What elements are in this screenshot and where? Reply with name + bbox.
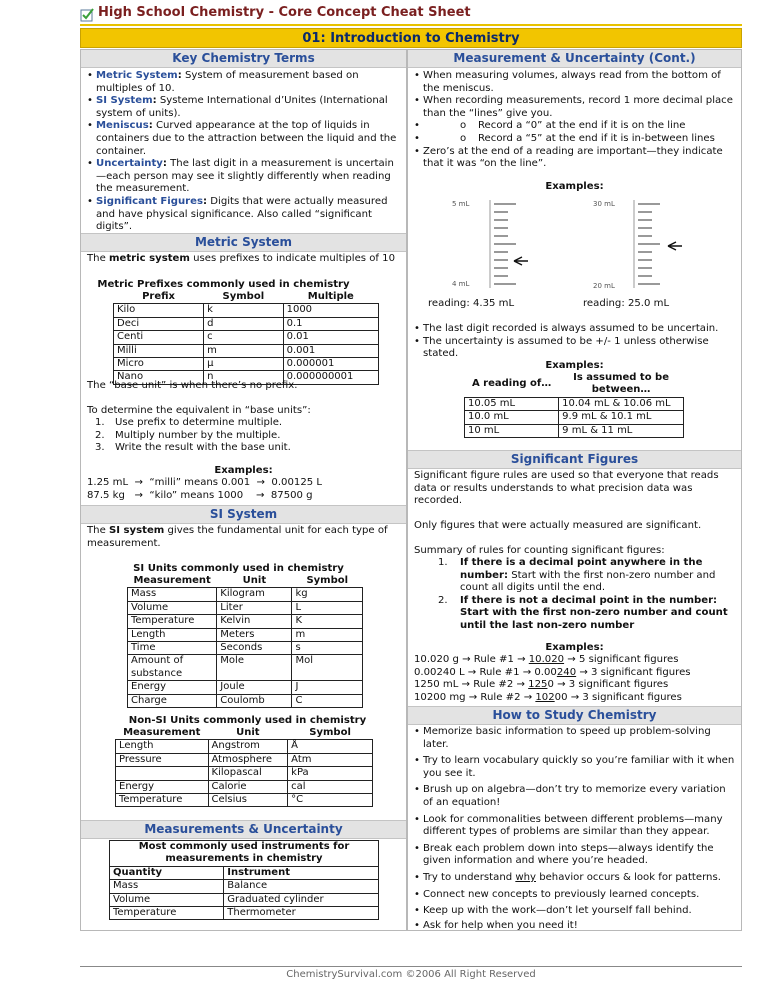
list-item: • The last digit recorded is always assumed to be uncertain. xyxy=(414,323,737,336)
key-term-item: • Metric System: System of measurement based on multiples of 10. xyxy=(87,70,400,95)
table-row xyxy=(128,615,363,628)
checklist-icon xyxy=(80,8,95,22)
arrow-icon xyxy=(514,257,528,265)
section-head-key-terms: Key Chemistry Terms xyxy=(81,50,406,68)
list-item: • o Record a “0” at the end if it is on the line xyxy=(414,120,737,133)
table-cell: c xyxy=(204,331,284,344)
section-head-measurements: Measurements & Uncertainty xyxy=(81,820,406,839)
table-cell: k xyxy=(204,304,284,317)
right-column xyxy=(407,49,742,931)
table-header: Symbol xyxy=(309,727,351,738)
table-cell: Å xyxy=(288,740,373,753)
table-cell: Milli xyxy=(114,344,204,357)
table-cell: 1000 xyxy=(283,304,378,317)
table-cell: C xyxy=(292,694,363,707)
table-cell: Calorie xyxy=(208,780,288,793)
table-cell: Time xyxy=(128,642,217,655)
list-item: 2. If there is not a decimal point in the number: Start with the first non-zero number and count until the last non-zero number xyxy=(438,594,728,631)
list-item: 1. If there is a decimal point anywhere in the number: Start with the first non-zero number and count all digits until the end. xyxy=(438,557,716,594)
list-item: • Try to understand why behavior occurs & look for patterns. xyxy=(414,872,737,885)
table-cell: Atmosphere xyxy=(208,753,288,766)
document-title: High School Chemistry - Core Concept Cheat Sheet xyxy=(98,5,471,20)
si-table-title: SI Units commonly used in chemistry xyxy=(133,563,344,574)
table-row xyxy=(116,780,373,793)
cylinder1-top-label: 5 mL xyxy=(452,200,470,208)
title-rule xyxy=(80,24,742,26)
table-header: Symbol xyxy=(306,575,349,586)
table-cell: 0.001 xyxy=(283,344,378,357)
table-cell: Coulomb xyxy=(217,694,292,707)
equiv-steps xyxy=(87,417,400,455)
list-item: 2. Multiply number by the multiple. xyxy=(95,429,281,441)
list-item: • Try to learn vocabulary quickly so you’re familiar with it when you see it. xyxy=(414,755,737,780)
metric-examples-label: Examples: xyxy=(214,465,273,476)
si-intro: The SI system gives the fundamental unit for each type of measurement. xyxy=(87,525,388,549)
key-terms-list xyxy=(87,70,400,234)
example-line: 10.020 g → Rule #1 → 10.020 → 5 significant figures xyxy=(414,654,679,665)
example-line: 1.25 mL → “milli” means 0.001 → 0.00125 L xyxy=(87,477,323,488)
table-cell: s xyxy=(292,642,363,655)
table-cell: n xyxy=(204,371,284,384)
table-row xyxy=(465,397,684,410)
table-cell xyxy=(116,767,209,780)
sigfig-examples-label: Examples: xyxy=(545,642,604,653)
section-head-metric: Metric System xyxy=(81,233,406,252)
sigfig-p1: Significant figure rules are used so that everyone that reads data or results understands to what precision data was recorded. xyxy=(414,470,719,507)
list-item: • When recording measurements, record 1 more decimal place than the “lines” give you. xyxy=(414,95,737,120)
table-cell: Temperature xyxy=(128,615,217,628)
table-cell: Energy xyxy=(116,780,209,793)
table-cell: Charge xyxy=(128,694,217,707)
table-cell: Volume xyxy=(128,601,217,614)
example-line: 0.00240 L → Rule #1 → 0.00240 → 3 significant figures xyxy=(414,666,691,678)
list-item: • The uncertainty is assumed to be +/- 1 unless otherwise stated. xyxy=(414,336,737,361)
sigfig-rules xyxy=(414,557,737,633)
list-item: • Zero’s at the end of a reading are important—they indicate that it was “on the line”. xyxy=(414,146,737,171)
footer-rule xyxy=(80,966,742,967)
mu-cont-list xyxy=(414,70,737,171)
table-cell: Joule xyxy=(217,681,292,694)
uncertainty-examples-label: Examples: xyxy=(545,360,604,371)
table-cell: Balance xyxy=(224,880,379,893)
table-cell: cal xyxy=(288,780,373,793)
table-row xyxy=(116,794,373,807)
table-cell: °C xyxy=(288,794,373,807)
table-header: Unit xyxy=(236,727,260,738)
uncertainty-table xyxy=(464,372,684,438)
table-row xyxy=(114,331,379,344)
mu-examples-label: Examples: xyxy=(545,181,604,192)
table-cell: Mass xyxy=(128,588,217,601)
table-cell: d xyxy=(204,317,284,330)
table-cell: Amount of substance xyxy=(128,655,217,681)
table-cell: Centi xyxy=(114,331,204,344)
table-row xyxy=(128,694,363,707)
table-cell: K xyxy=(292,615,363,628)
table-row xyxy=(128,681,363,694)
table-cell: Deci xyxy=(114,317,204,330)
table-cell: Length xyxy=(128,628,217,641)
table-row xyxy=(110,907,379,920)
list-item: 1. Use prefix to determine multiple. xyxy=(95,417,283,428)
uncertainty-list xyxy=(414,323,737,361)
table-cell: kPa xyxy=(288,767,373,780)
metric-intro: The metric system uses prefixes to indicate multiples of 10 xyxy=(87,253,396,264)
table-row xyxy=(116,740,373,753)
table-header: Multiple xyxy=(307,291,354,302)
list-item: • Brush up on algebra—don’t try to memorize every variation of an equation! xyxy=(414,784,737,809)
section-head-mu-cont: Measurement & Uncertainty (Cont.) xyxy=(408,50,741,68)
table-cell: 9 mL & 11 mL xyxy=(559,424,684,437)
sigfig-p3: Summary of rules for counting significant figures: xyxy=(414,545,665,556)
arrow-icon xyxy=(668,242,682,250)
table-header: Instrument xyxy=(224,866,379,879)
table-header: Prefix xyxy=(142,291,175,302)
table-cell: Temperature xyxy=(116,794,209,807)
cylinder2-bottom-label: 20 mL xyxy=(593,282,615,290)
key-term-item: • Uncertainty: The last digit in a measurement is uncertain—each person may see it slightly differently when reading the measurement. xyxy=(87,158,400,196)
reading-2: reading: 25.0 mL xyxy=(583,298,670,309)
table-cell: 10.05 mL xyxy=(465,397,559,410)
table-cell: 0.1 xyxy=(283,317,378,330)
table-cell: Liter xyxy=(217,601,292,614)
table-cell: kg xyxy=(292,588,363,601)
footer-text: ChemistrySurvival.com ©2006 All Right Reserved xyxy=(286,969,536,980)
table-header: A reading of… xyxy=(471,378,552,390)
table-cell: Seconds xyxy=(217,642,292,655)
table-row xyxy=(128,628,363,641)
table-row xyxy=(465,424,684,437)
list-item: • Ask for help when you need it! xyxy=(414,920,737,933)
table-row xyxy=(116,767,373,780)
list-item: • Look for commonalities between different problems—many different types of problems are similar than they appear. xyxy=(414,814,737,839)
section-head-sigfig: Significant Figures xyxy=(408,450,741,469)
table-cell: Kilogram xyxy=(217,588,292,601)
table-cell: Length xyxy=(116,740,209,753)
left-column xyxy=(80,49,407,931)
table-row xyxy=(114,317,379,330)
table-cell: m xyxy=(292,628,363,641)
example-line: 10200 mg → Rule #2 → 10200 → 3 significant figures xyxy=(414,691,682,703)
key-term-item: • Meniscus: Curved appearance at the top of liquids in containers due to the attraction between the liquid and the container. xyxy=(87,120,400,158)
title-bar xyxy=(80,6,740,26)
list-item: • Break each problem down into steps—always identify the given information and where you’re headed. xyxy=(414,843,737,868)
table-cell: Kelvin xyxy=(217,615,292,628)
sigfig-p2: Only figures that were actually measured are significant. xyxy=(414,520,702,531)
section-head-study: How to Study Chemistry xyxy=(408,706,741,725)
table-cell: 10 mL xyxy=(465,424,559,437)
term-name: Meniscus xyxy=(96,120,149,132)
table-header: Symbol xyxy=(222,291,265,302)
table-row xyxy=(128,655,363,681)
list-item: • Connect new concepts to previously learned concepts. xyxy=(414,889,737,902)
table-row xyxy=(110,880,379,893)
example-line: 87.5 kg → “kilo” means 1000 → 87500 g xyxy=(87,489,313,501)
table-row xyxy=(114,304,379,317)
table-header: Measurement xyxy=(133,575,211,586)
section-head-si: SI System xyxy=(81,505,406,524)
equiv-intro: To determine the equivalent in “base units”: xyxy=(87,405,311,416)
list-item: • When measuring volumes, always read from the bottom of the meniscus. xyxy=(414,70,737,95)
table-cell: Energy xyxy=(128,681,217,694)
table-cell: 0.01 xyxy=(283,331,378,344)
table-cell: 9.9 mL & 10.1 mL xyxy=(559,411,684,424)
table-cell: J xyxy=(292,681,363,694)
table-cell: 0.000000001 xyxy=(283,371,378,384)
table-cell: Graduated cylinder xyxy=(224,893,379,906)
metric-table-title: Metric Prefixes commonly used in chemistry xyxy=(97,279,350,290)
term-name: Significant Figures xyxy=(96,195,203,207)
table-cell: Atm xyxy=(288,753,373,766)
table-header: Quantity xyxy=(110,866,224,879)
table-cell: Mass xyxy=(110,880,224,893)
table-header: Is assumed to be between… xyxy=(573,372,669,396)
table-row xyxy=(114,344,379,357)
table-cell: Thermometer xyxy=(224,907,379,920)
key-term-item: • Significant Figures: Digits that were actually measured and have physical significance. Also called “significant digits”. xyxy=(87,196,400,234)
table-cell: L xyxy=(292,601,363,614)
list-item: • Memorize basic information to speed up problem-solving later. xyxy=(414,726,737,751)
table-row xyxy=(128,588,363,601)
table-cell: Mol xyxy=(292,655,363,681)
table-header: Unit xyxy=(242,575,267,586)
table-cell: 10.04 mL & 10.06 mL xyxy=(559,397,684,410)
table-cell: 0.000001 xyxy=(283,358,378,371)
cylinder1-bottom-label: 4 mL xyxy=(452,280,470,288)
table-cell: Kilopascal xyxy=(208,767,288,780)
table-cell: Nano xyxy=(114,371,204,384)
table-cell: Kilo xyxy=(114,304,204,317)
table-cell: Temperature xyxy=(110,907,224,920)
table-cell: Mole xyxy=(217,655,292,681)
term-name: Uncertainty xyxy=(96,158,163,170)
metric-examples xyxy=(87,477,400,502)
table-cell: Celsius xyxy=(208,794,288,807)
base-unit-note: The “base unit” is when there’s no prefix. xyxy=(87,380,298,391)
term-name: Metric System xyxy=(96,70,178,81)
cylinder2-top-label: 30 mL xyxy=(593,200,615,208)
table-cell: Pressure xyxy=(116,753,209,766)
table-cell: Volume xyxy=(110,893,224,906)
table-row xyxy=(110,893,379,906)
list-item: • Keep up with the work—don’t let yourself fall behind. xyxy=(414,905,737,918)
study-list xyxy=(414,726,737,932)
key-term-item: • SI System: Systeme International d’Unites (International system of units). xyxy=(87,95,400,120)
table-row xyxy=(116,753,373,766)
table-row xyxy=(128,642,363,655)
si-units-table xyxy=(127,575,363,708)
metric-prefix-table xyxy=(113,291,379,385)
instruments-table: Most commonly used instruments for measurements in chemistry Quantity Instrument Mass Balance Volume Graduated cylinder Temperature Thermometer xyxy=(109,840,379,920)
graduated-cylinder-diagram xyxy=(448,194,728,294)
table-row xyxy=(114,358,379,371)
list-item: • o Record a “5” at the end if it is in-between lines xyxy=(414,133,737,146)
reading-1: reading: 4.35 mL xyxy=(428,298,515,309)
table-cell: μ xyxy=(204,358,284,371)
nonsi-units-table xyxy=(115,727,373,807)
table-row xyxy=(465,411,684,424)
table-header: Measurement xyxy=(123,727,201,738)
table-cell: Angstrom xyxy=(208,740,288,753)
table-row xyxy=(128,601,363,614)
chapter-banner: 01: Introduction to Chemistry xyxy=(80,28,742,48)
example-line: 1250 mL → Rule #2 → 1250 → 3 significant figures xyxy=(414,679,669,691)
list-item: 3. Write the result with the base unit. xyxy=(95,442,291,454)
table-cell: 10.0 mL xyxy=(465,411,559,424)
nonsi-table-title: Non-SI Units commonly used in chemistry xyxy=(128,715,367,726)
term-name: SI System xyxy=(96,95,153,107)
table-cell: Micro xyxy=(114,358,204,371)
sigfig-examples xyxy=(414,654,735,704)
table-cell: m xyxy=(204,344,284,357)
table-cell: Meters xyxy=(217,628,292,641)
